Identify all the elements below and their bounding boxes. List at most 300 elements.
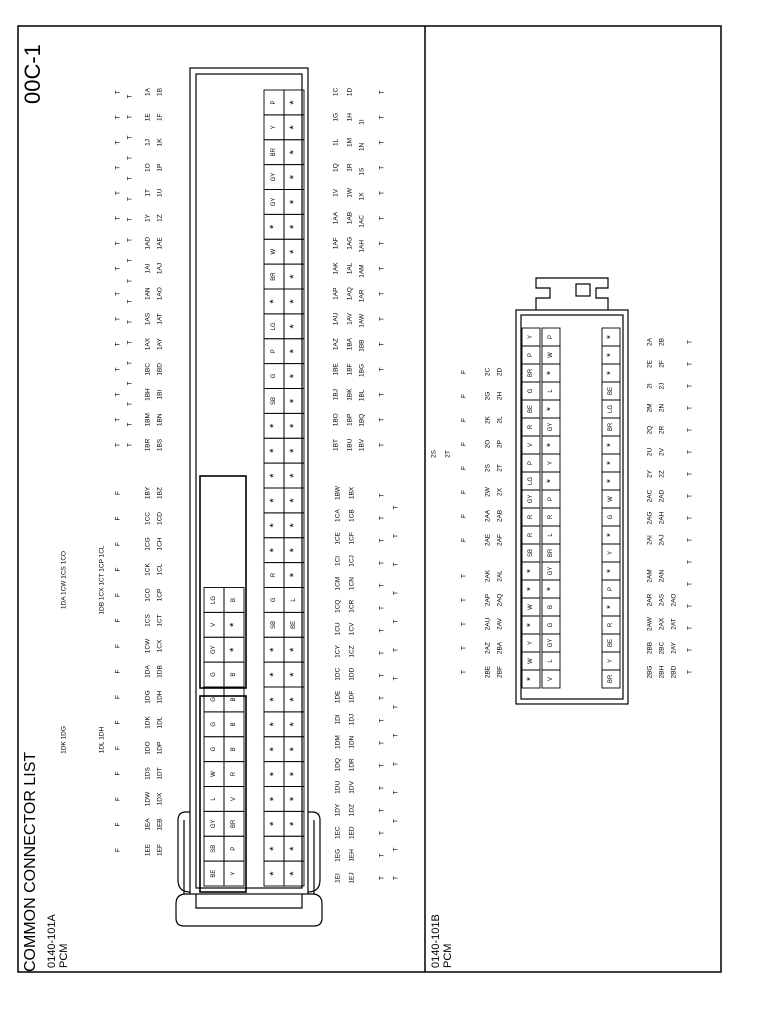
pin-label: 2K — [484, 416, 492, 424]
terminal-mark: T — [378, 165, 386, 170]
pin-label: 1J — [144, 138, 152, 146]
pin-label: 1EC — [334, 826, 342, 840]
terminal-mark: T — [392, 876, 400, 880]
cavity-color: W — [528, 604, 534, 610]
terminal-mark: T — [378, 516, 386, 520]
pin-label: 2AR — [646, 593, 654, 607]
terminal-mark: T — [378, 831, 386, 835]
pin-label: 1BU — [346, 438, 354, 452]
terminal-mark: T — [378, 115, 386, 120]
pin-label: 2AS — [658, 593, 666, 607]
terminal-mark: T — [378, 266, 386, 271]
cavity-color: BE — [608, 638, 614, 648]
cavity-color: R — [271, 572, 277, 578]
cavity-blank: * — [288, 324, 300, 329]
jumper-label: 2T — [444, 450, 452, 458]
cavity-color: G — [608, 514, 614, 520]
pin-label: 1BM — [144, 413, 152, 427]
pin-label: 1BJ — [332, 388, 340, 401]
pin-label: 1AM — [358, 264, 366, 278]
terminal-mark: F — [114, 720, 122, 725]
pin-label: 1AN — [144, 287, 152, 301]
terminal-mark: T — [378, 673, 386, 678]
pin-label: 2AU — [484, 617, 492, 631]
generated-layer — [61, 87, 694, 892]
cavity-blank: * — [288, 796, 300, 802]
cavity-color: GY — [271, 197, 277, 207]
pin-label: 1CN — [348, 577, 356, 591]
pin-label: 1Z — [156, 214, 164, 222]
pin-label: 1AZ — [332, 338, 340, 351]
terminal-mark: T — [686, 582, 694, 586]
pin-label: 1CQ — [334, 599, 342, 613]
cavity-color: P — [528, 352, 534, 358]
pin-label: 1CJ — [348, 555, 356, 567]
terminal-mark: F — [114, 618, 122, 623]
pin-label: 1CK — [144, 563, 152, 576]
cavity-color: W — [528, 658, 534, 664]
terminal-mark: T — [114, 191, 122, 195]
terminal-mark: T — [378, 241, 386, 246]
terminal-mark: T — [126, 135, 134, 140]
pin-label: 1DD — [348, 667, 356, 681]
pin-label: 1DY — [334, 803, 342, 817]
terminal-mark: T — [114, 392, 122, 397]
pin-label: 1BN — [156, 413, 164, 427]
terminal-mark: T — [392, 591, 400, 595]
terminal-mark: F — [114, 695, 122, 699]
pin-label: 1DK — [144, 716, 152, 729]
pin-label: 1AU — [332, 312, 340, 326]
pin-label: 1AO — [156, 287, 164, 301]
pin-label: 1EJ — [348, 872, 356, 884]
cavity-color: V — [528, 442, 534, 448]
cavity-color: SB — [528, 548, 534, 558]
terminal-mark: T — [460, 670, 468, 674]
terminal-mark: T — [392, 847, 400, 852]
pin-label: 2AT — [670, 618, 678, 630]
pin-label: 2D — [496, 367, 504, 377]
pin-label: 1DI — [334, 714, 342, 725]
cavity-color: P — [548, 496, 554, 502]
cavity-blank: * — [288, 647, 300, 652]
pin-label: 1BZ — [156, 487, 164, 499]
cavity-color: W — [271, 248, 277, 255]
cavity-color: LG — [211, 595, 217, 604]
jumper-label: 1DB 1CX 1CT 1CP 1CL — [98, 545, 106, 615]
cavity-color: W — [548, 352, 554, 358]
pin-label: 2AY — [670, 642, 678, 654]
cavity-blank: * — [605, 353, 617, 357]
pin-label: 2T — [496, 464, 504, 472]
cavity-color: BR — [271, 148, 277, 157]
pin-label: 1AT — [156, 313, 164, 325]
terminal-mark: T — [378, 216, 386, 221]
terminal-mark: F — [460, 370, 468, 374]
cavity-color: GY — [548, 638, 554, 648]
pin-label: 1O — [144, 163, 152, 172]
terminal-mark: T — [126, 422, 134, 427]
terminal-mark: T — [126, 320, 134, 324]
pin-label: 1AB — [346, 211, 354, 225]
cavity-color: Y — [231, 871, 237, 876]
pin-label: 1DT — [156, 767, 164, 780]
pin-label: 1DB — [156, 665, 164, 678]
terminal-mark: T — [378, 443, 386, 447]
pin-label: 2BE — [484, 665, 492, 679]
cavity-blank: * — [605, 371, 617, 375]
terminal-mark: T — [686, 384, 694, 388]
pin-label: 1D — [346, 87, 354, 97]
cavity-blank: * — [288, 473, 300, 478]
cavity-color: BR — [608, 422, 614, 432]
cavity-blank: * — [268, 299, 280, 304]
terminal-mark: T — [378, 606, 386, 610]
cavity-color: BR — [271, 272, 277, 281]
terminal-mark: T — [126, 340, 134, 345]
terminal-mark: F — [114, 567, 122, 572]
terminal-mark: T — [392, 676, 400, 681]
terminal-mark: T — [686, 340, 694, 344]
cavity-color: B — [231, 747, 237, 752]
cavity-blank: * — [268, 697, 280, 702]
cavity-blank: * — [525, 623, 537, 627]
pin-label: 1ED — [348, 826, 356, 840]
pin-label: 1AC — [358, 215, 366, 228]
jumper-label: 1DL 1DH — [98, 726, 106, 754]
cavity-color: Y — [608, 658, 614, 664]
terminal-mark: T — [126, 217, 134, 222]
terminal-mark: T — [378, 718, 386, 723]
terminal-mark: T — [460, 622, 468, 626]
pin-label: 2X — [496, 488, 504, 496]
pin-label: 1BA — [346, 337, 354, 351]
cavity-blank: * — [288, 523, 300, 528]
pin-label: 1AX — [144, 337, 152, 351]
pin-label: 2AK — [484, 569, 492, 583]
cavity-blank: * — [268, 647, 280, 652]
pin-label: 2AA — [484, 509, 492, 523]
terminal-mark: T — [378, 291, 386, 296]
pin-label: 1B — [156, 88, 164, 96]
cavity-color: W — [608, 496, 614, 502]
terminal-mark: T — [378, 853, 386, 858]
pin-label: 1DM — [334, 735, 342, 749]
terminal-mark: T — [126, 197, 134, 201]
cavity-blank: * — [288, 821, 300, 826]
page-code: 00C-1 — [20, 44, 45, 104]
terminal-mark: T — [686, 450, 694, 454]
cavity-color: B — [548, 604, 554, 610]
cavity-blank: * — [228, 622, 240, 627]
cavity-color: G — [211, 746, 217, 752]
terminal-mark: T — [378, 763, 386, 768]
cavity-blank: * — [268, 473, 280, 478]
cavity-blank: * — [288, 125, 300, 130]
cavity-blank: * — [268, 498, 280, 503]
pin-label: 1DR — [348, 758, 356, 772]
terminal-mark: T — [114, 216, 122, 221]
pin-label: 2AD — [658, 489, 666, 503]
pin-label: 1CL — [156, 563, 164, 576]
cavity-blank: * — [268, 722, 280, 727]
pin-label: 1L — [332, 138, 340, 147]
cavity-blank: * — [288, 349, 300, 354]
section-a-id: 0140-101A — [46, 914, 58, 968]
pin-label: 1CP — [156, 588, 164, 602]
terminal-mark: T — [686, 428, 694, 432]
terminal-mark: T — [114, 241, 122, 246]
pin-label: 1DV — [348, 781, 356, 794]
cavity-blank: * — [288, 150, 300, 155]
pin-label: 1EA — [144, 818, 152, 831]
pin-label: 1AD — [144, 236, 152, 250]
pin-label: 1CI — [334, 555, 342, 567]
terminal-mark: T — [378, 342, 386, 347]
connector-a-housing — [176, 68, 322, 926]
cavity-group-a2 — [200, 476, 246, 688]
cavity-blank: * — [605, 569, 617, 573]
pin-label: 1W — [346, 187, 354, 198]
pin-label: 1DP — [156, 741, 164, 755]
pin-label: 1CY — [334, 645, 342, 658]
section-b-name: PCM — [442, 943, 454, 968]
terminal-mark: T — [114, 291, 122, 296]
pin-label: 1DW — [144, 791, 152, 807]
cavity-color: GY — [271, 172, 277, 182]
pin-label: 1CF — [348, 532, 356, 545]
terminal-mark: T — [114, 342, 122, 347]
pin-label: 1DG — [144, 690, 152, 704]
cavity-blank: * — [288, 548, 300, 553]
cavity-blank: * — [288, 174, 300, 180]
pin-label: 1P — [156, 163, 164, 172]
pin-label: 2BA — [496, 641, 504, 655]
terminal-mark: T — [392, 705, 400, 709]
terminal-mark: T — [686, 648, 694, 652]
pin-label: 2AJ — [658, 534, 666, 546]
cavity-blank: * — [288, 398, 300, 404]
cavity-blank: * — [288, 448, 300, 453]
cavity-blank: * — [545, 371, 557, 375]
pin-label: 2AC — [646, 489, 654, 503]
cavity-blank: * — [268, 672, 280, 677]
cavity-color: BE — [608, 386, 614, 396]
terminal-mark: T — [686, 560, 694, 564]
pin-label: 1C — [332, 87, 340, 97]
pin-label: 1DU — [334, 780, 342, 794]
pin-label: 1DO — [144, 741, 152, 755]
pin-label: 2R — [658, 425, 666, 435]
terminal-mark: F — [460, 490, 468, 494]
cavity-blank: * — [288, 572, 300, 578]
terminal-mark: T — [378, 876, 386, 880]
pin-label: 1DJ — [348, 713, 356, 726]
pin-label: 1BB — [358, 339, 366, 352]
terminal-mark: T — [378, 651, 386, 655]
pin-label: 1G — [332, 112, 340, 122]
cavity-color: SB — [271, 396, 277, 405]
cavity-color: R — [548, 514, 554, 520]
cavity-color: GY — [548, 566, 554, 576]
cavity-color: G — [211, 672, 217, 677]
cavity-blank: * — [288, 249, 300, 254]
cavity-color: BE — [211, 869, 217, 878]
pin-label: 1DH — [156, 690, 164, 704]
cavity-blank: * — [545, 479, 557, 483]
cavity-color: G — [548, 622, 554, 628]
cavity-blank: * — [545, 443, 557, 447]
terminal-mark: F — [114, 746, 122, 750]
pin-label: 1DQ — [334, 758, 342, 772]
pin-label: 1U — [156, 188, 164, 198]
cavity-color: BR — [231, 819, 237, 828]
pin-label: 1AV — [346, 313, 354, 325]
cavity-blank: * — [268, 821, 280, 826]
cavity-color: Y — [608, 550, 614, 556]
pin-label: 1CR — [348, 599, 356, 613]
cavity-blank: * — [288, 274, 300, 279]
cavity-blank: * — [268, 523, 280, 528]
terminal-mark: T — [378, 191, 386, 195]
cavity-blank: * — [288, 771, 300, 777]
terminal-mark: T — [686, 406, 694, 410]
cavity-blank: * — [268, 548, 280, 553]
page-frame — [18, 26, 721, 972]
cavity-color: L — [548, 659, 554, 663]
cavity-blank: * — [288, 299, 300, 304]
pin-label: 1BS — [156, 438, 164, 452]
cavity-blank: * — [268, 871, 280, 876]
cavity-color: P — [528, 460, 534, 466]
terminal-mark: T — [126, 299, 134, 304]
cavity-blank: * — [228, 647, 240, 652]
pin-label: 2Y — [646, 470, 654, 478]
terminal-mark: T — [126, 258, 134, 263]
terminal-mark: F — [114, 644, 122, 648]
terminal-mark: T — [392, 790, 400, 795]
cavity-color: P — [548, 334, 554, 340]
terminal-mark: T — [378, 90, 386, 95]
terminal-mark: T — [686, 494, 694, 498]
terminal-mark: T — [126, 115, 134, 119]
cavity-blank: * — [288, 672, 300, 677]
pin-label: 1BQ — [358, 413, 366, 427]
pin-label: 2AV — [496, 618, 504, 630]
cavity-color: SB — [271, 620, 277, 629]
pin-label: 2AE — [484, 533, 492, 547]
terminal-mark: T — [686, 604, 694, 608]
pin-label: 1CD — [156, 511, 164, 526]
pin-label: 2E — [646, 360, 654, 368]
pin-label: 2AI — [646, 535, 654, 545]
pin-label: 2M — [646, 403, 654, 413]
pin-label: 1AI — [144, 263, 152, 274]
terminal-mark: T — [126, 156, 134, 160]
pin-label: 1EG — [334, 848, 342, 862]
cavity-color: Y — [271, 125, 277, 130]
terminal-mark: T — [126, 279, 134, 283]
pin-label: 1CG — [144, 537, 152, 551]
pin-label: 2F — [658, 360, 666, 368]
pin-label: 1DZ — [348, 803, 356, 817]
pin-label: 1Y — [144, 214, 152, 223]
cavity-blank: * — [605, 479, 617, 483]
terminal-mark: F — [114, 797, 122, 801]
pin-label: 1EH — [348, 849, 356, 862]
cavity-color: G — [211, 697, 217, 702]
terminal-mark: T — [378, 808, 386, 813]
pin-label: 2AZ — [484, 642, 492, 654]
terminal-mark: T — [114, 165, 122, 170]
terminal-mark: F — [460, 466, 468, 470]
pin-label: 1E — [144, 113, 152, 122]
cavity-blank: * — [605, 461, 617, 465]
cavity-color: BR — [608, 674, 614, 684]
pin-label: 1V — [332, 188, 340, 197]
pin-label: 1BF — [346, 363, 354, 376]
cavity-color: V — [548, 676, 554, 682]
pin-label: 1CW — [144, 638, 152, 654]
terminal-mark: T — [114, 266, 122, 271]
cavity-blank: * — [268, 448, 280, 453]
pin-label: 2Q — [646, 425, 654, 435]
pin-label: 1AY — [156, 338, 164, 351]
pin-label: 2A — [646, 338, 654, 346]
cavity-blank: * — [288, 199, 300, 205]
terminal-mark: T — [378, 367, 386, 372]
cavity-blank: * — [288, 846, 300, 851]
pin-label: 1DE — [334, 690, 342, 704]
pin-label: 1BY — [144, 486, 152, 500]
cavity-color: SB — [211, 844, 217, 853]
pin-label: 1AG — [346, 236, 354, 250]
pin-label: 1AK — [332, 262, 340, 275]
terminal-mark: T — [378, 392, 386, 397]
terminal-mark: T — [126, 381, 134, 386]
cavity-color: Y — [528, 640, 534, 646]
cavity-color: GY — [548, 422, 554, 432]
terminal-mark: T — [392, 534, 400, 538]
terminal-mark: T — [392, 648, 400, 652]
pin-label: 2O — [484, 439, 492, 449]
cavity-blank: * — [268, 846, 280, 851]
terminal-mark: T — [126, 238, 134, 242]
terminal-mark: T — [460, 646, 468, 650]
section-b-id: 0140-101B — [430, 914, 442, 968]
pin-label: 1BW — [334, 485, 342, 501]
terminal-mark: T — [392, 619, 400, 624]
section-b-label — [430, 914, 454, 968]
pin-label: 1BC — [144, 363, 152, 376]
terminal-mark: T — [392, 562, 400, 567]
cavity-color: LG — [528, 476, 534, 486]
cavity-color: R — [528, 424, 534, 430]
cavity-blank: * — [605, 533, 617, 537]
cavity-color: BR — [548, 548, 554, 558]
pin-label: 2BF — [496, 666, 504, 678]
pin-label: 1AS — [144, 312, 152, 326]
cavity-blank: * — [525, 587, 537, 591]
cavity-color: P — [231, 846, 237, 851]
terminal-mark: T — [378, 417, 386, 422]
cavity-blank: * — [605, 443, 617, 447]
terminal-mark: T — [378, 317, 386, 321]
pin-label: 2AG — [646, 511, 654, 525]
terminal-mark: T — [460, 598, 468, 602]
terminal-mark: T — [686, 362, 694, 366]
cavity-blank: * — [288, 373, 300, 379]
